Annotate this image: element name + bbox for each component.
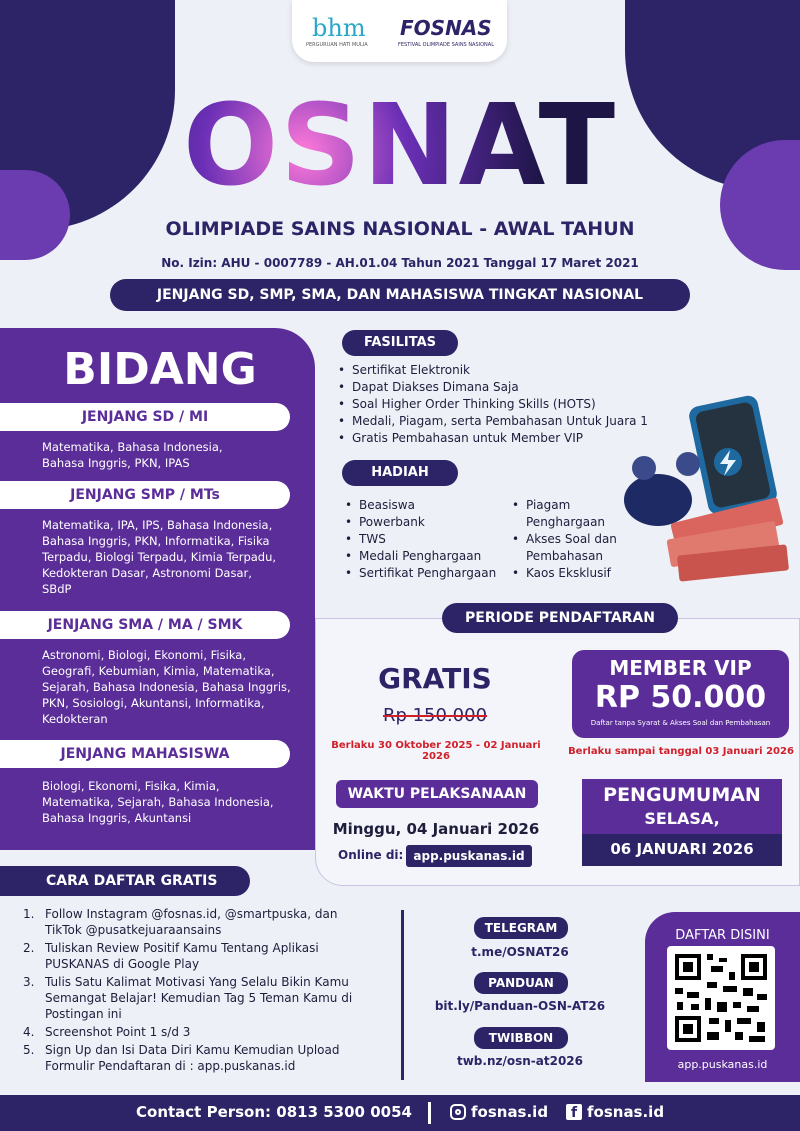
cara-step: 1. Follow Instagram @fosnas.id, @smartpuska, dan TikTok @pusatkejuaraansains: [23, 907, 338, 937]
hadiah-list-1: [345, 497, 515, 582]
izin-number: No. Izin: AHU - 0007789 - AH.01.04 Tahun 2021 Tanggal 17 Maret 2021: [161, 256, 639, 270]
bidang-sd-text: Matematika, Bahasa Indonesia, Bahasa Inggris, PKN, IPAS: [42, 440, 223, 470]
fasilitas-item: • Soal Higher Order Thinking Skills (HOTS): [338, 396, 668, 413]
bidang-smp-text: Matematika, IPA, IPS, Bahasa Indonesia, Bahasa Inggris, PKN, Informatika, Fisika Terpadu, Biologi Terpadu, Kimia Terpadu, Kedokteran Dasar, Astronomi Dasar, SBdP: [42, 518, 277, 596]
cara-step: 2. Tuliskan Review Positif Kamu Tentang Aplikasi PUSKANAS di Google Play: [23, 941, 319, 971]
hadiah-item: • Akses Soal dan Pembahasan: [512, 531, 634, 565]
instagram-handle[interactable]: fosnas.id: [471, 1103, 549, 1121]
bidang-smp-label: JENJANG SMP / MTs: [0, 481, 290, 509]
hadiah-item: • Sertifikat Penghargaan: [345, 565, 515, 582]
online-label: Online di:: [338, 848, 404, 862]
hadiah-item: • Medali Penghargaan: [345, 548, 515, 565]
osnat-logo: OSNAT: [160, 88, 640, 204]
fasilitas-title: FASILITAS: [342, 330, 458, 356]
cara-steps: [23, 906, 375, 1074]
bidang-sma-label: JENJANG SMA / MA / SMK: [0, 611, 290, 639]
hadiah-list-2: [512, 497, 634, 582]
fasilitas-item: • Dapat Diakses Dimana Saja: [338, 379, 668, 396]
pengumuman-title: PENGUMUMAN: [603, 784, 761, 806]
facebook-icon: f: [566, 1104, 582, 1120]
bidang-sd-label: JENJANG SD / MI: [0, 403, 290, 431]
fasilitas-item: • Sertifikat Elektronik: [338, 362, 668, 379]
waktu-title: WAKTU PELAKSANAAN: [336, 780, 538, 808]
fosnas-subtitle: FESTIVAL OLIMPIADE SAINS NASIONAL: [398, 42, 495, 48]
telegram-label: TELEGRAM: [474, 917, 568, 939]
bhm-subtitle: PERGURUAN HATI MULIA: [306, 42, 368, 48]
brand-header: [292, 0, 507, 62]
footer-divider: [428, 1102, 431, 1124]
hadiah-item: • TWS: [345, 531, 515, 548]
twibbon-url[interactable]: twb.nz/osn-at2026: [456, 1054, 584, 1068]
online-url[interactable]: app.puskanas.id: [406, 845, 532, 867]
bhm-logo: bhm: [312, 14, 366, 42]
pengumuman-date: 06 JANUARI 2026: [610, 840, 754, 858]
gratis-label: GRATIS: [378, 662, 492, 695]
daftar-title: DAFTAR DISINI: [675, 928, 770, 943]
panduan-label: PANDUAN: [474, 972, 568, 994]
fasilitas-item: • Gratis Pembahasan untuk Member VIP: [338, 430, 668, 447]
jenjang-banner: JENJANG SD, SMP, SMA, DAN MAHASISWA TINGKAT NASIONAL: [110, 279, 690, 311]
fasilitas-item: • Medali, Piagam, serta Pembahasan Untuk Juara 1: [338, 413, 668, 430]
cara-step: 5. Sign Up dan Isi Data Diri Kamu Kemudian Upload Formulir Pendaftaran di : app.puskanas.id: [23, 1043, 340, 1073]
bidang-sma-text: Astronomi, Biologi, Ekonomi, Fisika, Geografi, Kebumian, Kimia, Matematika, Sejarah, Bahasa Indonesia, Bahasa Inggris, PKN, Sosiologi, Akuntansi, Informatika, Kedokteran: [42, 648, 291, 726]
hadiah-item: • Beasiswa: [345, 497, 515, 514]
vip-price: RP 50.000: [594, 680, 767, 715]
vertical-divider: [401, 910, 404, 1080]
vip-title: MEMBER VIP: [609, 656, 752, 680]
daftar-url[interactable]: app.puskanas.id: [677, 1058, 768, 1071]
bidang-mhs-text: Biologi, Ekonomi, Fisika, Kimia, Matematika, Sejarah, Bahasa Indonesia, Bahasa Inggris, Akuntansi: [42, 779, 274, 825]
vip-period: Berlaku sampai tanggal 03 Januari 2026: [568, 746, 794, 757]
hadiah-item: • Powerbank: [345, 514, 515, 531]
qr-code[interactable]: [667, 946, 775, 1050]
vip-note: Daftar tanpa Syarat & Akses Soal dan Pembahasan: [590, 719, 771, 727]
telegram-url[interactable]: t.me/OSNAT26: [471, 945, 569, 959]
waktu-date: Minggu, 04 Januari 2026: [332, 820, 540, 838]
fosnas-logo: FOSNAS: [400, 16, 492, 40]
periode-title: PERIODE PENDAFTARAN: [442, 603, 678, 633]
bidang-title: BIDANG: [63, 344, 257, 395]
cara-step: 3. Tulis Satu Kalimat Motivasi Yang Selalu Bikin Kamu Semangat Belajar! Kemudian Tag 5 Teman Kamu di Postingan ini: [23, 975, 353, 1021]
bidang-mhs-label: JENJANG MAHASISWA: [0, 740, 290, 768]
pengumuman-day: SELASA,: [644, 809, 720, 828]
cara-title: CARA DAFTAR GRATIS: [0, 866, 250, 896]
hadiah-item: • Kaos Eksklusif: [512, 565, 634, 582]
hadiah-title: HADIAH: [342, 460, 458, 486]
prize-illustration: [620, 390, 790, 590]
hadiah-item: • Piagam Penghargaan: [512, 497, 634, 531]
old-price: Rp 150.000: [382, 705, 488, 726]
contact-person: Contact Person: 0813 5300 0054: [136, 1103, 412, 1121]
fasilitas-list: [338, 362, 668, 447]
cara-step: 4. Screenshot Point 1 s/d 3: [23, 1025, 191, 1039]
hero-subtitle: OLIMPIADE SAINS NASIONAL - AWAL TAHUN: [165, 218, 635, 240]
gratis-period: Berlaku 30 Oktober 2025 - 02 Januari 2026: [331, 740, 541, 762]
instagram-icon: [450, 1104, 466, 1120]
twibbon-label: TWIBBON: [474, 1027, 568, 1049]
panduan-url[interactable]: bit.ly/Panduan-OSN-AT26: [434, 999, 606, 1013]
facebook-handle[interactable]: fosnas.id: [587, 1103, 665, 1121]
